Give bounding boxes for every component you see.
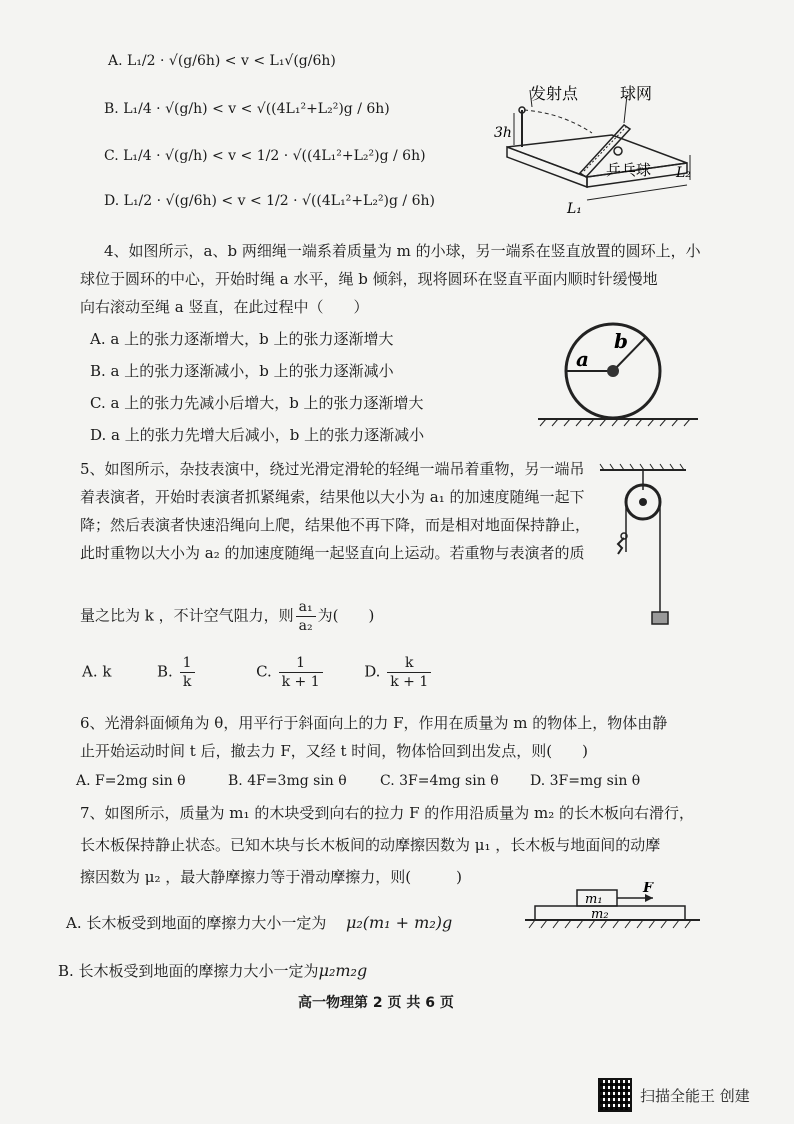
q7-stem-line-2: 长木板保持静止状态。已知木块与长木板间的动摩擦因数为 μ₁ ，长木板与地面间的动摩 [80, 836, 661, 854]
q4-stem-line-1: 4、如图所示，a、b 两细绳一端系着质量为 m 的小球，另一端系在竖直放置的圆环上，小 [104, 242, 701, 260]
fig4-f-label: F [643, 882, 653, 896]
q5-stem-line-2: 着表演者，开始时表演者抓紧绳索，结果他以大小为 a₁ 的加速度随绳一起下 [80, 488, 585, 506]
fig4-m2-label: m₂ [591, 907, 609, 922]
q3-option-a: A. L₁/2 · √(g/6h) < v < L₁√(g/6h) [108, 53, 336, 69]
q4-stem-line-3: 向右滚动至绳 a 竖直，在此过程中（ ） [80, 298, 369, 316]
q7-option-b: B. 长木板受到地面的摩擦力大小一定为μ₂m₂g [58, 961, 368, 980]
figure-block-on-board [525, 882, 700, 942]
figure-ping-pong-table [492, 85, 692, 220]
fig2-a-label: a [576, 347, 589, 371]
q3-option-c: C. L₁/4 · √(g/h) < v < 1/2 · √((4L₁²+L₂²)g / 6h) [104, 148, 426, 164]
q7-stem-line-3: 擦因数为 μ₂ ，最大静摩擦力等于滑动摩擦力，则( ) [80, 868, 463, 886]
q5-option-c-label: C. [256, 662, 272, 681]
q5-ratio-fraction: $\frac{\text{a₁}}{\text{a₂}}$ [296, 598, 316, 635]
q5-stem-line-5: 量之比为 k ，不计空气阻力，则 $\frac{\text{a₁}}{\text{a₂}}$ 为( ) [80, 599, 375, 634]
figure-pulley [598, 462, 688, 634]
q5-option-d: $\frac{k}{k + 1}$ [387, 654, 431, 691]
q3-option-d: D. L₁/2 · √(g/6h) < v < 1/2 · √((4L₁²+L₂²)g / 6h) [104, 193, 435, 209]
watermark-text: 扫描全能王 创建 [640, 1086, 750, 1105]
q5-option-d-label: D. [364, 662, 381, 681]
q5-stem-line-4: 此时重物以大小为 a₂ 的加速度随绳一起竖直向上运动。若重物与表演者的质 [80, 544, 585, 562]
q7-stem-line-1: 7、如图所示，质量为 m₁ 的木块受到向右的拉力 F 的作用沿质量为 m₂ 的长木板向右滑行， [80, 804, 695, 822]
q4-option-d: D. a 上的张力先增大后减小，b 上的张力逐渐减小 [90, 426, 425, 444]
q4-option-a: A. a 上的张力逐渐增大，b 上的张力逐渐增大 [90, 330, 394, 348]
fig1-height-label: 3h [494, 125, 512, 141]
q4-option-c: C. a 上的张力先减小后增大，b 上的张力逐渐增大 [90, 394, 424, 412]
page-footer: 高一物理第 2 页 共 6 页 [298, 995, 454, 1011]
q6-option-a: A. F=2mg sin θ [76, 773, 186, 789]
qr-code-icon [598, 1078, 632, 1112]
fig2-b-label: b [614, 329, 628, 353]
fig1-net-label: 球网 [620, 85, 653, 103]
q4-option-b: B. a 上的张力逐渐减小，b 上的张力逐渐减小 [90, 362, 394, 380]
q5-stem-line-3: 降；然后表演者快速沿绳向上爬，结果他不再下降，而是相对地面保持静止， [80, 516, 591, 534]
q5-option-c: $\frac{1}{k + 1}$ [279, 654, 323, 691]
fig1-ball-label: 乒乓球 [606, 161, 652, 179]
q5-option-b: $\frac{1}{k}$ [180, 654, 195, 691]
q5-stem-line-1: 5、如图所示，杂技表演中，绕过光滑定滑轮的轻绳一端吊着重物，另一端吊 [80, 460, 585, 478]
q6-stem-line-1: 6、光滑斜面倾角为 θ，用平行于斜面向上的力 F，作用在质量为 m 的物体上，物体由静 [80, 714, 668, 732]
q6-option-d: D. 3F=mg sin θ [530, 773, 641, 789]
fig1-launch-label: 发射点 [530, 85, 579, 103]
fig4-m1-label: m₁ [585, 892, 603, 907]
q6-option-c: C. 3F=4mg sin θ [380, 773, 499, 789]
q5-option-b-label: B. [157, 662, 173, 681]
scanner-watermark [598, 1078, 750, 1112]
q7-option-a: A. 长木板受到地面的摩擦力大小一定为 μ₂(m₁ + m₂)g [66, 913, 453, 932]
q3-option-b: B. L₁/4 · √(g/h) < v < √((4L₁²+L₂²)g / 6h) [104, 101, 390, 117]
fig1-l1-label: L₁ [567, 201, 582, 217]
q6-option-b: B. 4F=3mg sin θ [228, 773, 347, 789]
q6-stem-line-2: 止开始运动时间 t 后，撤去力 F，又经 t 时间，物体恰回到出发点，则( ) [80, 742, 589, 760]
q5-option-a: A. k [82, 662, 112, 681]
q5-options [82, 654, 433, 691]
fig1-l2-label: L₂ [676, 165, 691, 181]
figure-ring-with-ball [538, 318, 698, 430]
q4-stem-line-2: 球位于圆环的中心，开始时绳 a 水平，绳 b 倾斜，现将圆环在竖直平面内顺时针缓慢地 [80, 270, 658, 288]
